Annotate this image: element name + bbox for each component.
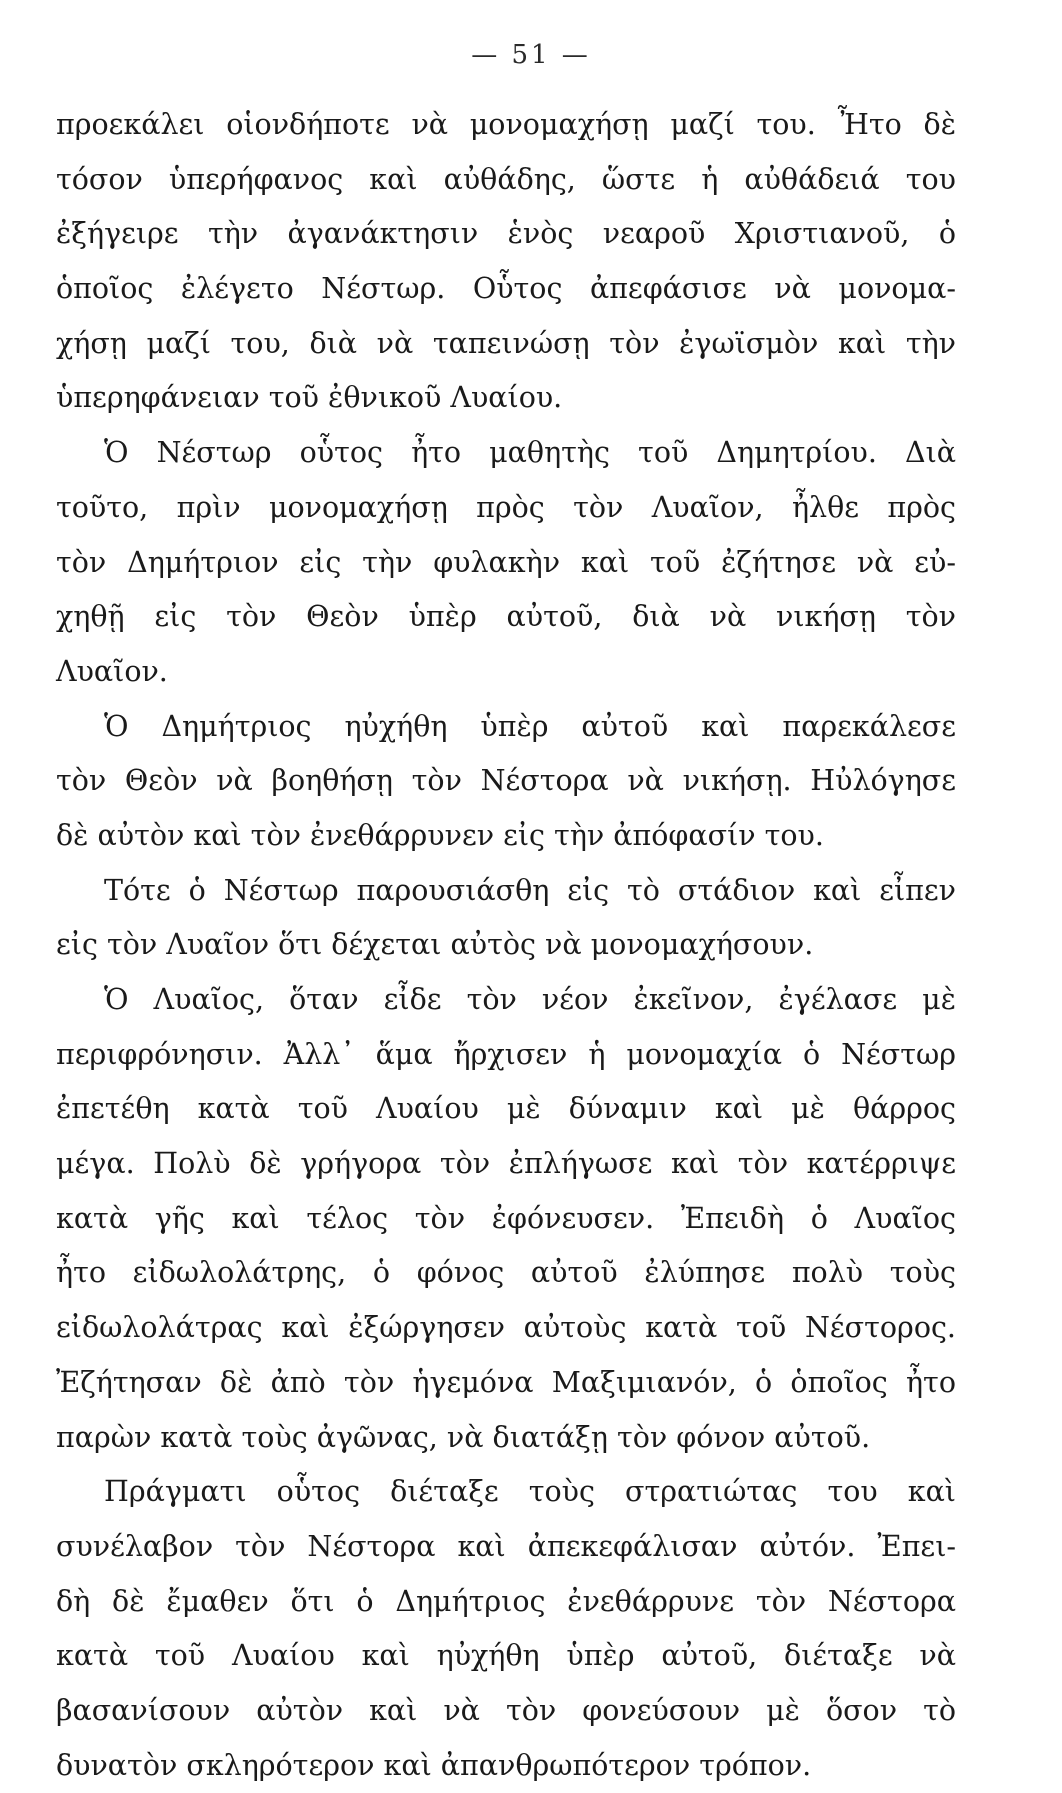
text-line: Λυαῖον.	[56, 654, 168, 688]
text-line: χηθῇ εἰς τὸν Θεὸν ὑπὲρ αὐτοῦ, διὰ νὰ νικήσῃ τὸν	[56, 600, 956, 634]
text-line: περιφρόνησιν. Ἀλλ᾽ ἅμα ἤρχισεν ἡ μονομαχία ὁ Νέστωρ	[56, 1037, 956, 1071]
text-line: τοῦτο, πρὶν μονομαχήσῃ πρὸς τὸν Λυαῖον, ἦλθε πρὸς	[56, 490, 956, 524]
text-line: δὴ δὲ ἔμαθεν ὅτι ὁ Δημήτριος ἐνεθάρρυνε τὸν Νέστορα	[56, 1584, 956, 1618]
text-line: δυνατὸν σκληρότερον καὶ ἀπανθρωπότερον τρόπον.	[56, 1748, 812, 1782]
text-line: ὁποῖος ἐλέγετο Νέστωρ. Οὗτος ἀπεφάσισε νὰ μονομα-	[56, 272, 956, 306]
text-line: εἰδωλολάτρας καὶ ἐξώργησεν αὐτοὺς κατὰ τοῦ Νέστορος.	[56, 1311, 956, 1345]
text-line: Ὁ Λυαῖος, ὅταν εἶδε τὸν νέον ἐκεῖνον, ἐγέλασε μὲ	[104, 983, 956, 1016]
text-line: τὸν Δημήτριον εἰς τὴν φυλακὴν καὶ τοῦ ἐζήτησε νὰ εὐ-	[56, 545, 956, 579]
text-line: συνέλαβον τὸν Νέστορα καὶ ἀπεκεφάλισαν αὐτόν. Ἐπει-	[56, 1529, 956, 1563]
text-line: Ὁ Δημήτριος ηὐχήθη ὑπὲρ αὐτοῦ καὶ παρεκάλεσε	[104, 709, 956, 743]
body-text	[56, 98, 956, 1793]
text-line: Πράγματι οὗτος διέταξε τοὺς στρατιώτας του καὶ	[104, 1475, 956, 1509]
text-line: παρὼν κατὰ τοὺς ἀγῶνας, νὰ διατάξῃ τὸν φόνον αὐτοῦ.	[56, 1420, 871, 1454]
text-line: Ἐζήτησαν δὲ ἀπὸ τὸν ἡγεμόνα Μαξιμιανόν, ὁ ὁποῖος ἦτο	[56, 1365, 956, 1399]
page-number: — 51 —	[471, 40, 591, 70]
text-line: ἦτο εἰδωλολάτρης, ὁ φόνος αὐτοῦ ἐλύπησε πολὺ τοὺς	[56, 1256, 956, 1290]
text-line: βασανίσουν αὐτὸν καὶ νὰ τὸν φονεύσουν μὲ ὅσον τὸ	[56, 1693, 956, 1727]
text-line: προεκάλει οἱονδήποτε νὰ μονομαχήσῃ μαζί του. Ἦτο δὲ	[56, 108, 956, 141]
text-line: Τότε ὁ Νέστωρ παρουσιάσθη εἰς τὸ στάδιον καὶ εἶπεν	[104, 873, 956, 907]
text-line: ὑπερηφάνειαν τοῦ ἐθνικοῦ Λυαίου.	[56, 381, 563, 415]
text-line: ἐξήγειρε τὴν ἀγανάκτησιν ἑνὸς νεαροῦ Χριστιανοῦ, ὁ	[56, 217, 956, 251]
text-line: κατὰ γῆς καὶ τέλος τὸν ἐφόνευσεν. Ἐπειδὴ ὁ Λυαῖος	[56, 1201, 956, 1235]
text-line: ἐπετέθη κατὰ τοῦ Λυαίου μὲ δύναμιν καὶ μὲ θάρρος	[56, 1092, 956, 1126]
text-line: τὸν Θεὸν νὰ βοηθήσῃ τὸν Νέστορα νὰ νικήσῃ. Ηὐλόγησε	[56, 764, 956, 798]
text-line: μέγα. Πολὺ δὲ γρήγορα τὸν ἐπλήγωσε καὶ τὸν κατέρριψε	[56, 1147, 956, 1181]
text-line: Ὁ Νέστωρ οὗτος ἦτο μαθητὴς τοῦ Δημητρίου. Διὰ	[104, 436, 956, 470]
text-line: κατὰ τοῦ Λυαίου καὶ ηὐχήθη ὑπὲρ αὐτοῦ, διέταξε νὰ	[56, 1639, 956, 1673]
text-line: χήσῃ μαζί του, διὰ νὰ ταπεινώσῃ τὸν ἐγωϊσμὸν καὶ τὴν	[56, 326, 956, 360]
text-line: εἰς τὸν Λυαῖον ὅτι δέχεται αὐτὸς νὰ μονομαχήσουν.	[56, 928, 814, 962]
text-line: δὲ αὐτὸν καὶ τὸν ἐνεθάρρυνεν εἰς τὴν ἀπόφασίν του.	[56, 818, 824, 852]
text-line: τόσον ὑπερήφανος καὶ αὐθάδης, ὥστε ἡ αὐθάδειά του	[56, 162, 956, 196]
